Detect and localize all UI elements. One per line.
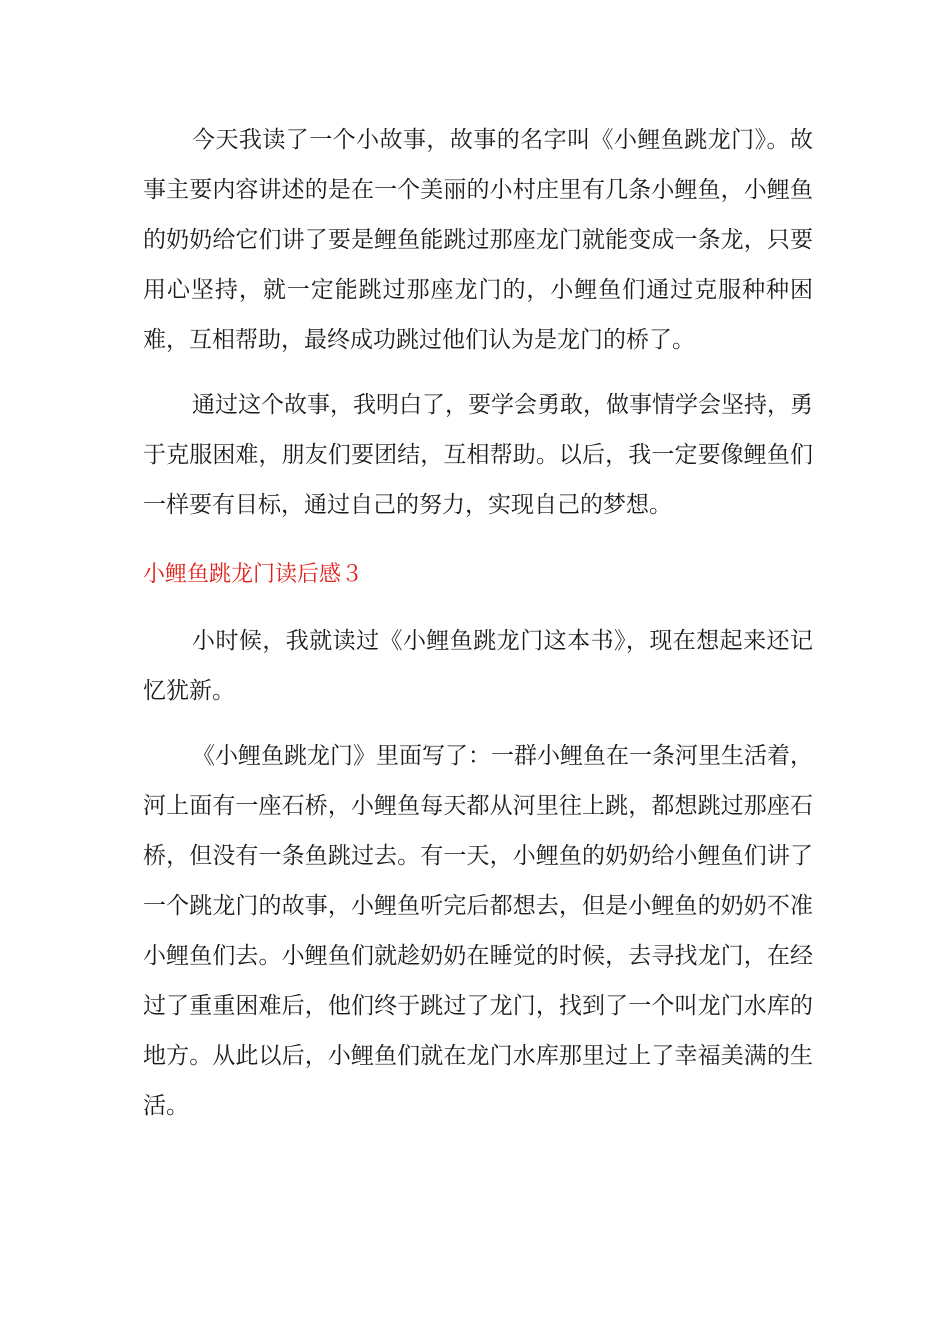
paragraph-story-retelling: 《小鲤鱼跳龙门》里面写了：一群小鲤鱼在一条河里生活着，河上面有一座石桥，小鲤鱼每天都从河里往上跳，都想跳过那座石桥，但没有一条鱼跳过去。有一天，小鲤鱼的奶奶给小鲤鱼们讲了一个跳龙门的故事，小鲤鱼听完后都想去，但是小鲤鱼的奶奶不准小鲤鱼们去。小鲤鱼们就趁奶奶在睡觉的时候，去寻找龙门，在经过了重重困难后，他们终于跳过了龙门，找到了一个叫龙门水库的地方。从此以后，小鲤鱼们就在龙门水库那里过上了幸福美满的生活。	[143, 743, 813, 1119]
section-heading: 小鲤鱼跳龙门读后感３	[143, 562, 364, 587]
paragraph-childhood-memory: 小时候，我就读过《小鲤鱼跳龙门这本书》，现在想起来还记忆犹新。	[143, 628, 813, 704]
paragraph-story-summary: 今天我读了一个小故事，故事的名字叫《小鲤鱼跳龙门》。故事主要内容讲述的是在一个美丽的小村庄里有几条小鲤鱼，小鲤鱼的奶奶给它们讲了要是鲤鱼能跳过那座龙门就能变成一条龙，只要用心坚持，就一定能跳过那座龙门的，小鲤鱼们通过克服种种困难，互相帮助，最终成功跳过他们认为是龙门的桥了。	[143, 127, 813, 353]
paragraph-reflection: 通过这个故事，我明白了，要学会勇敢，做事情学会坚持，勇于克服困难，朋友们要团结，互相帮助。以后，我一定要像鲤鱼们一样要有目标，通过自己的努力，实现自己的梦想。	[143, 392, 813, 518]
